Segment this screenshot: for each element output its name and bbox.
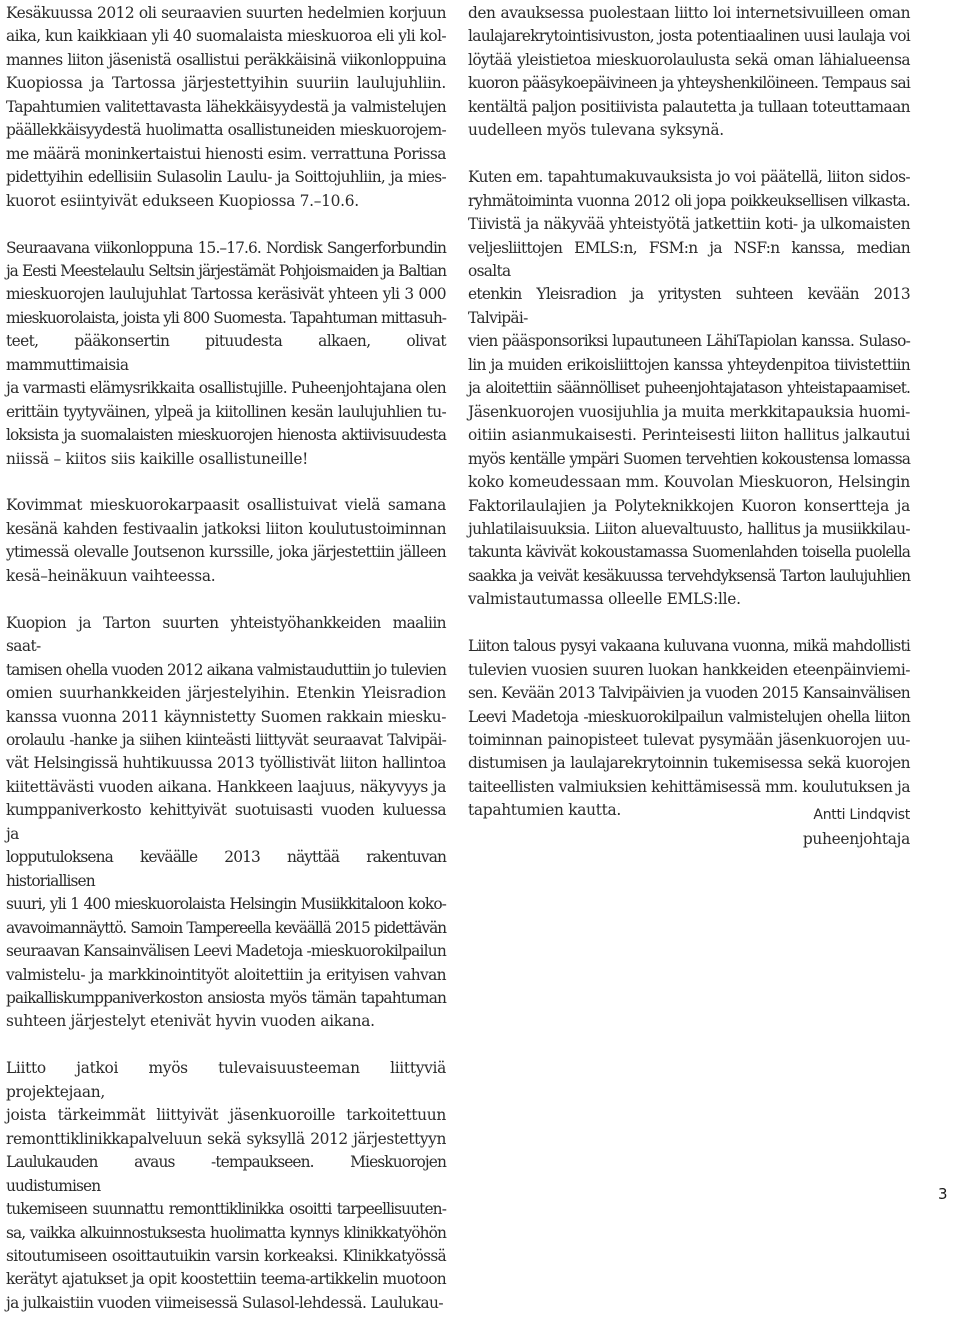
- text-line: orolaulu -hanke ja siihen kiinteästi liittyvät seuraavat Talvipäi-: [6, 731, 446, 749]
- text-line: ryhmätoiminta vuonna 2012 oli jopa poikkeuksellisen vilkasta.: [468, 191, 910, 210]
- text-line: vien pääsponsoriksi lupautuneen LähiTapiolan kanssa. Sulaso-: [468, 332, 910, 351]
- text-line: lopputuloksena keväälle 2013 näyttää rakentuvan historiallisen: [6, 848, 446, 890]
- text-line: laulajarekrytointisivuston, josta potentiaalinen uusi laulaja voi: [468, 27, 910, 46]
- paragraph: [6, 237, 446, 472]
- text-line: ja Eesti Meestelaulu Seltsin järjestämät Pohjoismaiden ja Baltian: [6, 261, 446, 280]
- text-line: kuorot esiintyivät edukseen Kuopiossa 7.–10.6.: [6, 191, 359, 210]
- text-line: valmistautumassa olleelle EMLS:lle.: [468, 590, 741, 609]
- text-line: Kuopiossa ja Tartossa järjestettyihin suuriin laulujuhliin.: [6, 74, 446, 93]
- text-line: teet, pääkonsertin pituudesta alkaen, olivat mammuttimaisia: [6, 332, 446, 374]
- text-line: mieskuorolaista, joista yli 800 Suomesta. Tapahtuman mittasuh-: [6, 308, 446, 327]
- text-line: Liiton talous pysyi vakaana kuluvana vuonna, mikä mahdollisti: [468, 637, 910, 656]
- paragraph: [468, 635, 910, 823]
- left-column: [6, 2, 446, 1339]
- text-line: mieskuorojen laulujuhlat Tartossa keräsivät yhteen yli 3 000: [6, 285, 446, 304]
- text-line: takunta kävivät kokoustamassa Suomenlahden toisella puolella: [468, 543, 910, 562]
- text-line: veljesliittojen EMLS:n, FSM:n ja NSF:n kanssa, median osalta: [468, 238, 910, 280]
- text-line: sitoutumiseen osoittautuikin varsin korkeaksi. Klinikkatyössä: [6, 1246, 446, 1265]
- paragraph: [6, 494, 446, 588]
- text-line: kuoron pääsykoepäivineen ja yhteyshenkilöineen. Tempaus sai: [468, 74, 910, 93]
- text-line: Jäsenkuorojen vuosijuhlia ja muita merkkitapauksia huomi-: [468, 402, 910, 421]
- text-line: erittäin tyytyväinen, ylpeä ja kiitollinen kesän laulujuhlien tu-: [6, 402, 446, 421]
- text-line: distumisen ja laulajarekrytoinnin tukemisessa sekä kuorojen: [468, 754, 910, 773]
- text-line: mannes liiton jäsenistä osallistui peräkkäisinä viikonloppuina: [6, 50, 446, 69]
- text-line: Kuopion ja Tarton suurten yhteistyöhankkeiden maaliin saat-: [6, 613, 446, 656]
- text-line: vät Helsingissä huhtikuussa 2013 työllistivät liiton hallintoa: [6, 754, 446, 773]
- text-line: omien suurhankkeiden järjestelyihin. Etenkin Yleisradion: [6, 684, 446, 703]
- text-line: tulevien vuosien suuren luokan hankkeiden eteenpäinviemi-: [468, 660, 910, 679]
- text-line: lin ja muiden erikoisliittojen kanssa yhteydenpitoa tiivistettiin: [468, 355, 910, 374]
- text-line: juhlatilaisuuksia. Liiton aluevaltuusto, hallitus ja musiikkilau-: [468, 519, 910, 538]
- text-line: tapahtumien kautta.: [468, 801, 621, 820]
- text-line: aika, kun kaikkiaan yli 40 suomalaista mieskuoroa eli yli kol-: [6, 27, 446, 46]
- text-line: Kovimmat mieskuorokarpaasit osallistuivat vielä samana: [6, 496, 446, 515]
- text-line: ja aloitettiin säännölliset puheenjohtajatason yhteistapaamiset.: [468, 379, 910, 398]
- text-line: me määrä moninkertaistui hienosti esim. verrattuna Porissa: [6, 144, 446, 163]
- text-line: sa, vaikka alkuinnostuksesta huolimatta kynnys klinikkatyöhön: [6, 1223, 446, 1242]
- text-line: den avauksessa puolestaan liitto loi internetsivuilleen oman: [468, 4, 910, 22]
- text-line: Leevi Madetoja -mieskuorokilpailun valmistelujen ohella liiton: [468, 707, 910, 726]
- text-line: ja julkaistiin vuoden viimeisessä Sulasol-lehdessä. Laulukau-: [6, 1293, 443, 1312]
- text-line: kentältä paljon positiivista palautetta ja tullaan toteuttamaan: [468, 97, 910, 116]
- signature-block: [760, 803, 910, 851]
- right-column: [468, 2, 910, 846]
- text-line: Liitto jatkoi myös tulevaisuusteeman liittyviä projektejaan,: [6, 1059, 446, 1101]
- text-line: joista tärkeimmät liittyivät jäsenkuoroille tarkoitettuun: [6, 1106, 446, 1125]
- text-line: etenkin Yleisradion ja yritysten suhteen kevään 2013 Talvipäi-: [468, 285, 910, 327]
- text-line: Faktorilaulajien ja Polyteknikkojen Kuoron konsertteja ja: [468, 496, 910, 515]
- paragraph: [6, 612, 446, 1034]
- text-line: kesänä kahden festivaalin jatkoksi liiton koulutustoiminnan: [6, 519, 446, 538]
- text-line: ja varmasti elämysrikkaita osallistujille. Puheenjohtajana olen: [6, 379, 446, 398]
- text-line: Kuten em. tapahtumakuvauksista jo voi päätellä, liiton sidos-: [468, 168, 910, 187]
- paragraph: [468, 2, 910, 143]
- text-line: löytää yleistietoa mieskuorolaulusta sekä oman lähialueensa: [468, 50, 910, 69]
- text-line: koko komeudessaan mm. Kouvolan Mieskuoron, Helsingin: [468, 473, 910, 492]
- text-line: niissä – kiitos siis kaikille osallistuneille!: [6, 449, 309, 468]
- text-line: kumppaniverkosto kehittyivät suotuisasti vuoden kuluessa ja: [6, 801, 446, 843]
- text-line: uudelleen myös tulevana syksynä.: [468, 121, 724, 140]
- paragraph: [6, 2, 446, 213]
- text-line: taiteellisten valmiuksien kehittämisessä mm. koulutuksen ja: [468, 777, 910, 796]
- text-line: avavoimannäyttö. Samoin Tampereella keväällä 2015 pidettävän: [6, 918, 446, 937]
- text-line: päällekkäisyydestä huolimatta osallistuneiden mieskuorojem-: [6, 121, 446, 140]
- signature-title: puheenjohtaja: [802, 830, 910, 848]
- text-line: valmistelu- ja markkinointityöt aloitettiin ja erityisen vahvan: [6, 965, 446, 984]
- text-line: toiminnan painopisteet tulevat pysymään jäsenkuorojen uu-: [468, 731, 910, 750]
- text-line: kiitettävästi vuoden aikana. Hankkeen laajuus, näkyvyys ja: [6, 777, 446, 796]
- text-line: Tapahtumien valitettavasta lähekkäisyydestä ja valmistelujen: [6, 97, 446, 116]
- text-line: suhteen järjestelyt etenivät hyvin vuoden aikana.: [6, 1012, 375, 1031]
- text-line: suuri, yli 1 400 mieskuorolaista Helsingin Musiikkitaloon koko-: [6, 895, 446, 914]
- text-line: kerätyt ajatukset ja opit koostettiin teema-artikkelin muotoon: [6, 1270, 446, 1289]
- paragraph: [6, 1057, 446, 1315]
- text-line: Kesäkuussa 2012 oli seuraavien suurten hedelmien korjuun: [6, 4, 446, 22]
- text-line: myös kentälle ympäri Suomen tervehtien kokoustensa lomassa: [468, 449, 910, 468]
- text-line: saakka ja veivät kesäkuussa tervehdyksensä Tarton laulujuhlien: [468, 566, 910, 585]
- text-line: paikalliskumppaniverkoston ansiosta myös tämän tapahtuman: [6, 988, 446, 1007]
- text-line: remonttiklinikkapalveluun sekä syksyllä 2012 järjestettyyn: [6, 1129, 446, 1148]
- text-line: loksista ja suomalaisten mieskuorojen hienosta aktiivisuudesta: [6, 426, 446, 445]
- page-number: 3: [938, 1185, 948, 1203]
- text-line: pidettyihin edellisiin Sulasolin Laulu- ja Soittojuhliin, ja mies-: [6, 168, 446, 187]
- text-line: Seuraavana viikonloppuna 15.–17.6. Nordisk Sangerforbundin: [6, 238, 446, 257]
- text-line: Laulukauden avaus -tempaukseen. Mieskuorojen uudistumisen: [6, 1153, 446, 1195]
- text-line: seuraavan Kansainvälisen Leevi Madetoja -mieskuorokilpailun: [6, 942, 446, 961]
- text-line: tamisen ohella vuoden 2012 aikana valmistauduttiin jo tulevien: [6, 660, 446, 679]
- text-line: oitiin asianmukaisesti. Perinteisesti liiton hallitus jalkautui: [468, 426, 910, 445]
- paragraph: [468, 166, 910, 612]
- text-line: kanssa vuonna 2011 käynnistetty Suomen rakkain miesku-: [6, 707, 446, 726]
- signature-name: Antti Lindqvist: [813, 807, 910, 823]
- text-line: Tiivistä ja näkyvää yhteistyötä jatkettiin koti- ja ulkomaisten: [468, 215, 910, 234]
- text-line: kesä–heinäkuun vaihteessa.: [6, 566, 216, 585]
- text-line: tukemiseen suunnattu remonttiklinikka osoitti tarpeellisuuten-: [6, 1200, 446, 1219]
- text-line: ytimessä olevalle Joutsenon kurssille, joka järjestettiin jälleen: [6, 543, 446, 562]
- text-line: sen. Kevään 2013 Talvipäivien ja vuoden 2015 Kansainvälisen: [468, 684, 910, 703]
